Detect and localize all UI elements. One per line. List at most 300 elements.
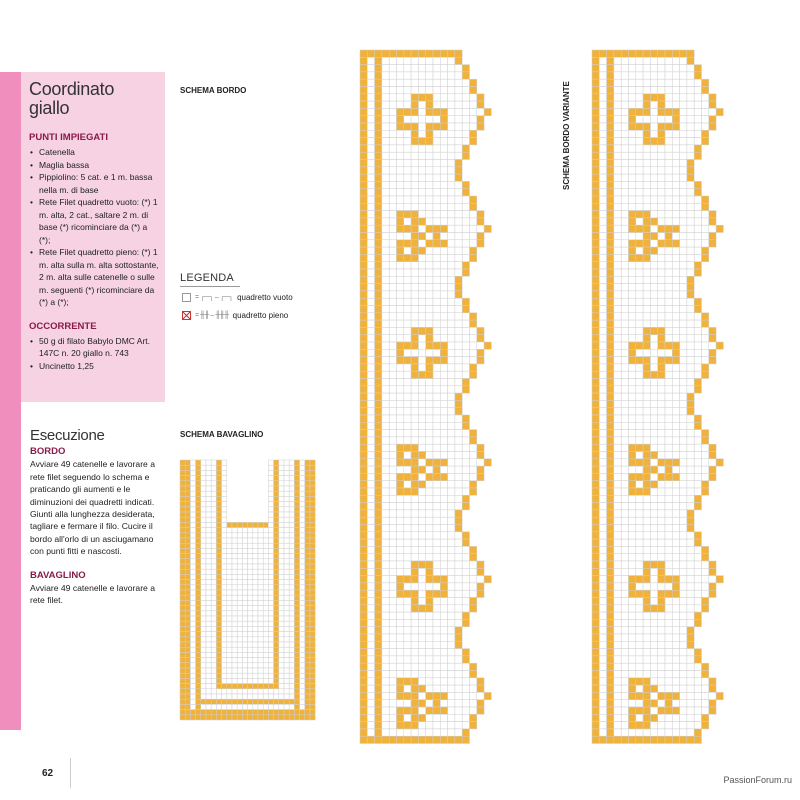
empty-cell — [477, 108, 484, 115]
empty-cell — [237, 673, 242, 678]
filled-cell — [180, 502, 185, 507]
filled-cell — [216, 611, 221, 616]
empty-cell — [382, 167, 389, 174]
empty-cell — [232, 658, 237, 663]
empty-cell — [702, 576, 709, 583]
empty-cell — [397, 160, 404, 167]
empty-cell — [672, 539, 679, 546]
empty-cell — [397, 605, 404, 612]
empty-cell — [211, 528, 216, 533]
empty-cell — [629, 269, 636, 276]
empty-cell — [289, 658, 294, 663]
empty-cell — [227, 704, 232, 709]
empty-cell — [242, 554, 247, 559]
empty-cell — [206, 606, 211, 611]
empty-cell — [643, 386, 650, 393]
filled-cell — [274, 606, 279, 611]
empty-cell — [694, 87, 701, 94]
empty-cell — [367, 291, 374, 298]
filled-cell — [592, 203, 599, 210]
motif-cell — [658, 130, 665, 137]
empty-cell — [629, 517, 636, 524]
empty-cell — [397, 656, 404, 663]
empty-cell — [289, 595, 294, 600]
empty-cell — [397, 422, 404, 429]
filled-cell — [305, 658, 310, 663]
empty-cell — [237, 533, 242, 538]
filled-cell — [687, 291, 694, 298]
empty-cell — [680, 517, 687, 524]
empty-cell — [650, 152, 657, 159]
motif-cell — [658, 101, 665, 108]
filled-cell — [433, 50, 440, 57]
empty-cell — [614, 196, 621, 203]
empty-cell — [448, 87, 455, 94]
empty-cell — [448, 452, 455, 459]
empty-cell — [665, 503, 672, 510]
filled-cell — [607, 700, 614, 707]
filled-cell — [592, 590, 599, 597]
empty-cell — [643, 627, 650, 634]
motif-cell — [411, 722, 418, 729]
filled-cell — [216, 616, 221, 621]
motif-cell — [643, 130, 650, 137]
empty-cell — [448, 167, 455, 174]
filled-cell — [592, 72, 599, 79]
empty-cell — [367, 247, 374, 254]
filled-cell — [607, 510, 614, 517]
motif-cell — [426, 707, 433, 714]
empty-cell — [426, 452, 433, 459]
empty-cell — [289, 507, 294, 512]
empty-cell — [397, 700, 404, 707]
empty-cell — [248, 600, 253, 605]
empty-cell — [672, 444, 679, 451]
empty-cell — [650, 72, 657, 79]
empty-cell — [279, 663, 284, 668]
empty-cell — [650, 276, 657, 283]
empty-cell — [672, 174, 679, 181]
filled-cell — [687, 525, 694, 532]
filled-cell — [455, 517, 462, 524]
filled-cell — [375, 503, 382, 510]
empty-cell — [455, 546, 462, 553]
empty-cell — [665, 400, 672, 407]
empty-cell — [397, 291, 404, 298]
empty-cell — [621, 145, 628, 152]
filled-cell — [397, 736, 404, 743]
empty-cell — [389, 554, 396, 561]
filled-cell — [258, 710, 263, 715]
empty-cell — [665, 430, 672, 437]
empty-cell — [248, 533, 253, 538]
filled-cell — [709, 707, 716, 714]
empty-cell — [426, 320, 433, 327]
empty-cell — [599, 619, 606, 626]
filled-cell — [716, 459, 723, 466]
empty-cell — [680, 233, 687, 240]
empty-cell — [687, 503, 694, 510]
filled-cell — [462, 386, 469, 393]
filled-cell — [274, 543, 279, 548]
filled-cell — [592, 364, 599, 371]
empty-cell — [367, 539, 374, 546]
empty-cell — [680, 72, 687, 79]
empty-cell — [614, 276, 621, 283]
empty-cell — [367, 349, 374, 356]
filled-cell — [310, 533, 315, 538]
empty-cell — [614, 561, 621, 568]
motif-cell — [440, 108, 447, 115]
filled-cell — [196, 710, 201, 715]
empty-cell — [455, 269, 462, 276]
filled-cell — [375, 619, 382, 626]
empty-cell — [433, 79, 440, 86]
empty-cell — [397, 320, 404, 327]
filled-cell — [216, 580, 221, 585]
empty-cell — [367, 218, 374, 225]
empty-cell — [636, 233, 643, 240]
empty-cell — [448, 729, 455, 736]
filled-cell — [360, 400, 367, 407]
empty-cell — [284, 491, 289, 496]
motif-cell — [672, 240, 679, 247]
empty-cell — [599, 94, 606, 101]
empty-cell — [300, 465, 305, 470]
empty-cell — [658, 663, 665, 670]
empty-cell — [658, 503, 665, 510]
filled-cell — [360, 393, 367, 400]
filled-cell — [592, 276, 599, 283]
empty-cell — [643, 422, 650, 429]
empty-cell — [268, 663, 273, 668]
empty-cell — [397, 437, 404, 444]
empty-cell — [448, 211, 455, 218]
empty-cell — [599, 225, 606, 232]
empty-cell — [650, 379, 657, 386]
filled-cell — [310, 528, 315, 533]
empty-cell — [300, 486, 305, 491]
empty-cell — [389, 320, 396, 327]
filled-cell — [305, 632, 310, 637]
empty-cell — [222, 512, 227, 517]
empty-cell — [289, 590, 294, 595]
empty-cell — [289, 517, 294, 522]
empty-cell — [289, 548, 294, 553]
filled-cell — [274, 684, 279, 689]
filled-cell — [477, 116, 484, 123]
empty-cell — [433, 430, 440, 437]
empty-cell — [614, 364, 621, 371]
empty-cell — [665, 663, 672, 670]
empty-cell — [455, 605, 462, 612]
filled-cell — [592, 583, 599, 590]
empty-cell — [448, 568, 455, 575]
empty-cell — [433, 254, 440, 261]
empty-cell — [367, 386, 374, 393]
filled-cell — [185, 642, 190, 647]
empty-cell — [694, 342, 701, 349]
empty-cell — [284, 585, 289, 590]
empty-cell — [621, 554, 628, 561]
empty-cell — [367, 714, 374, 721]
motif-cell — [426, 598, 433, 605]
filled-cell — [196, 470, 201, 475]
empty-cell — [665, 554, 672, 561]
filled-cell — [665, 736, 672, 743]
empty-cell — [289, 491, 294, 496]
list-item: • Catenella — [29, 146, 159, 159]
filled-cell — [607, 138, 614, 145]
empty-cell — [426, 79, 433, 86]
empty-cell — [268, 673, 273, 678]
empty-cell — [418, 692, 425, 699]
empty-cell — [289, 569, 294, 574]
empty-cell — [211, 548, 216, 553]
empty-cell — [694, 203, 701, 210]
empty-cell — [367, 408, 374, 415]
empty-cell — [426, 276, 433, 283]
empty-cell — [263, 678, 268, 683]
empty-cell — [418, 298, 425, 305]
filled-cell — [305, 616, 310, 621]
filled-cell — [185, 668, 190, 673]
filled-cell — [607, 247, 614, 254]
empty-cell — [382, 459, 389, 466]
empty-cell — [300, 678, 305, 683]
empty-cell — [455, 357, 462, 364]
empty-cell — [621, 619, 628, 626]
empty-cell — [621, 583, 628, 590]
empty-cell — [694, 714, 701, 721]
filled-cell — [294, 528, 299, 533]
empty-cell — [248, 548, 253, 553]
empty-cell — [284, 642, 289, 647]
schema-bordo-chart — [360, 50, 520, 750]
empty-cell — [190, 663, 195, 668]
empty-cell — [279, 569, 284, 574]
empty-cell — [636, 72, 643, 79]
empty-cell — [389, 145, 396, 152]
filled-cell — [694, 386, 701, 393]
filled-cell — [375, 612, 382, 619]
empty-cell — [448, 517, 455, 524]
empty-cell — [672, 729, 679, 736]
empty-cell — [367, 729, 374, 736]
filled-cell — [477, 327, 484, 334]
filled-cell — [216, 585, 221, 590]
filled-cell — [360, 335, 367, 342]
empty-cell — [650, 196, 657, 203]
empty-cell — [448, 94, 455, 101]
empty-cell — [418, 254, 425, 261]
filled-cell — [477, 123, 484, 130]
filled-cell — [237, 684, 242, 689]
empty-cell — [389, 233, 396, 240]
schema-bavaglino-label: SCHEMA BAVAGLINO — [180, 430, 264, 439]
empty-cell — [621, 714, 628, 721]
motif-cell — [397, 707, 404, 714]
empty-cell — [206, 481, 211, 486]
filled-cell — [375, 488, 382, 495]
empty-cell — [289, 574, 294, 579]
empty-cell — [382, 181, 389, 188]
filled-cell — [274, 652, 279, 657]
empty-cell — [222, 522, 227, 527]
empty-cell — [621, 495, 628, 502]
filled-cell — [227, 522, 232, 527]
empty-cell — [382, 554, 389, 561]
empty-cell — [614, 108, 621, 115]
filled-cell — [680, 736, 687, 743]
empty-cell — [665, 291, 672, 298]
filled-cell — [216, 715, 221, 720]
empty-cell — [404, 612, 411, 619]
empty-cell — [687, 583, 694, 590]
empty-cell — [448, 678, 455, 685]
empty-cell — [665, 656, 672, 663]
empty-cell — [201, 481, 206, 486]
motif-cell — [658, 123, 665, 130]
empty-cell — [279, 496, 284, 501]
empty-cell — [455, 203, 462, 210]
filled-cell — [185, 663, 190, 668]
empty-cell — [284, 637, 289, 642]
empty-cell — [404, 218, 411, 225]
empty-cell — [462, 598, 469, 605]
motif-cell — [440, 583, 447, 590]
filled-cell — [294, 548, 299, 553]
empty-cell — [248, 559, 253, 564]
empty-cell — [650, 729, 657, 736]
filled-cell — [180, 548, 185, 553]
filled-cell — [592, 510, 599, 517]
filled-cell — [216, 502, 221, 507]
motif-cell — [404, 722, 411, 729]
empty-cell — [650, 437, 657, 444]
motif-cell — [672, 459, 679, 466]
motif-cell — [418, 481, 425, 488]
filled-cell — [180, 528, 185, 533]
empty-cell — [599, 379, 606, 386]
empty-cell — [665, 437, 672, 444]
empty-cell — [448, 291, 455, 298]
empty-cell — [440, 181, 447, 188]
filled-cell — [477, 94, 484, 101]
empty-cell — [621, 254, 628, 261]
empty-cell — [268, 658, 273, 663]
empty-cell — [426, 466, 433, 473]
empty-cell — [382, 422, 389, 429]
empty-cell — [242, 564, 247, 569]
empty-cell — [300, 590, 305, 595]
motif-cell — [650, 247, 657, 254]
motif-cell — [658, 598, 665, 605]
filled-cell — [305, 673, 310, 678]
empty-cell — [389, 422, 396, 429]
filled-cell — [360, 50, 367, 57]
empty-cell — [680, 101, 687, 108]
motif-cell — [433, 576, 440, 583]
filled-cell — [687, 284, 694, 291]
empty-cell — [389, 692, 396, 699]
empty-cell — [389, 510, 396, 517]
empty-cell — [289, 621, 294, 626]
empty-cell — [389, 656, 396, 663]
empty-cell — [389, 181, 396, 188]
empty-cell — [680, 254, 687, 261]
empty-cell — [658, 554, 665, 561]
filled-cell — [477, 583, 484, 590]
empty-cell — [426, 663, 433, 670]
empty-cell — [426, 649, 433, 656]
empty-cell — [211, 595, 216, 600]
empty-cell — [462, 79, 469, 86]
empty-cell — [621, 94, 628, 101]
empty-cell — [284, 684, 289, 689]
filled-cell — [294, 543, 299, 548]
empty-cell — [665, 94, 672, 101]
empty-cell — [643, 656, 650, 663]
empty-cell — [227, 574, 232, 579]
filled-cell — [462, 189, 469, 196]
empty-cell — [614, 327, 621, 334]
empty-cell — [190, 590, 195, 595]
empty-cell — [242, 538, 247, 543]
motif-cell — [629, 685, 636, 692]
motif-cell — [440, 123, 447, 130]
filled-cell — [477, 707, 484, 714]
filled-cell — [375, 152, 382, 159]
empty-cell — [621, 342, 628, 349]
empty-cell — [621, 87, 628, 94]
empty-cell — [448, 495, 455, 502]
motif-cell — [426, 576, 433, 583]
empty-cell — [248, 658, 253, 663]
empty-cell — [455, 225, 462, 232]
empty-cell — [284, 689, 289, 694]
empty-cell — [462, 685, 469, 692]
filled-cell — [310, 684, 315, 689]
empty-cell — [665, 371, 672, 378]
empty-cell — [614, 415, 621, 422]
legend-empty — [182, 293, 293, 302]
empty-cell — [470, 233, 477, 240]
empty-cell — [404, 145, 411, 152]
empty-cell — [694, 546, 701, 553]
filled-cell — [621, 50, 628, 57]
empty-cell — [237, 694, 242, 699]
empty-cell — [268, 574, 273, 579]
empty-label: quadretto vuoto — [237, 293, 293, 302]
filled-cell — [196, 611, 201, 616]
empty-cell — [643, 583, 650, 590]
empty-cell — [284, 496, 289, 501]
empty-cell — [665, 561, 672, 568]
empty-cell — [389, 452, 396, 459]
empty-cell — [426, 671, 433, 678]
empty-cell — [599, 291, 606, 298]
motif-cell — [650, 138, 657, 145]
filled-cell — [375, 422, 382, 429]
empty-cell — [599, 517, 606, 524]
motif-cell — [643, 714, 650, 721]
empty-cell — [289, 554, 294, 559]
filled-cell — [360, 254, 367, 261]
filled-cell — [294, 517, 299, 522]
motif-cell — [643, 576, 650, 583]
empty-cell — [629, 568, 636, 575]
